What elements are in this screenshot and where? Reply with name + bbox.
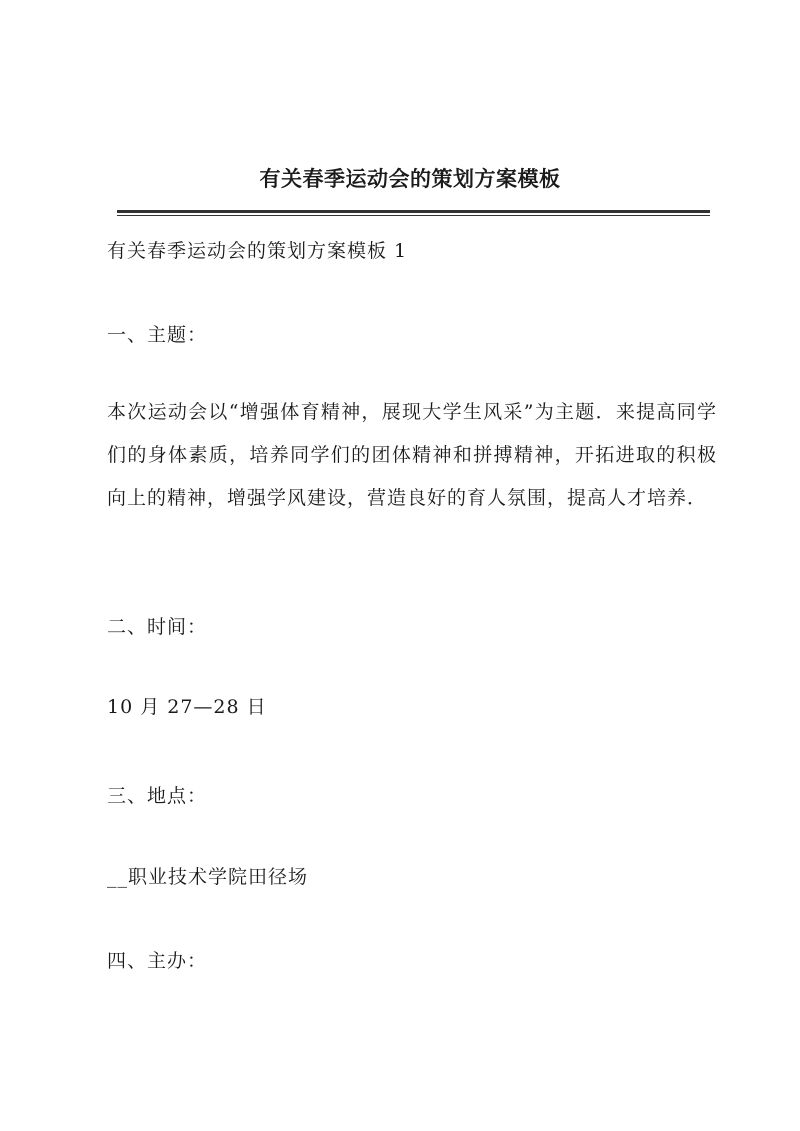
title-divider-thin — [117, 215, 710, 216]
section-body-time: 10 月 27—28 日 — [107, 696, 267, 718]
section-heading-theme: 一、主题： — [107, 324, 208, 346]
section-body-theme: 本次运动会以“增强体育精神，展现大学生风采”为主题．来提高同学们的身体素质，培养同学们的团体精神和拼搏精神，开拓进取的积极向上的精神，增强学风建设，营造良好的育人氛围，提高人才培养． — [107, 401, 717, 509]
section-heading-location: 三、地点： — [107, 785, 208, 807]
document-subtitle: 有关春季运动会的策划方案模板 1 — [107, 240, 408, 262]
section-heading-time: 二、时间： — [107, 616, 208, 638]
section-heading-host: 四、主办： — [107, 950, 208, 972]
section-body-location: __职业技术学院田径场 — [107, 866, 309, 888]
title-divider — [117, 210, 710, 213]
page-title: 有关春季运动会的策划方案模板 — [259, 166, 561, 191]
